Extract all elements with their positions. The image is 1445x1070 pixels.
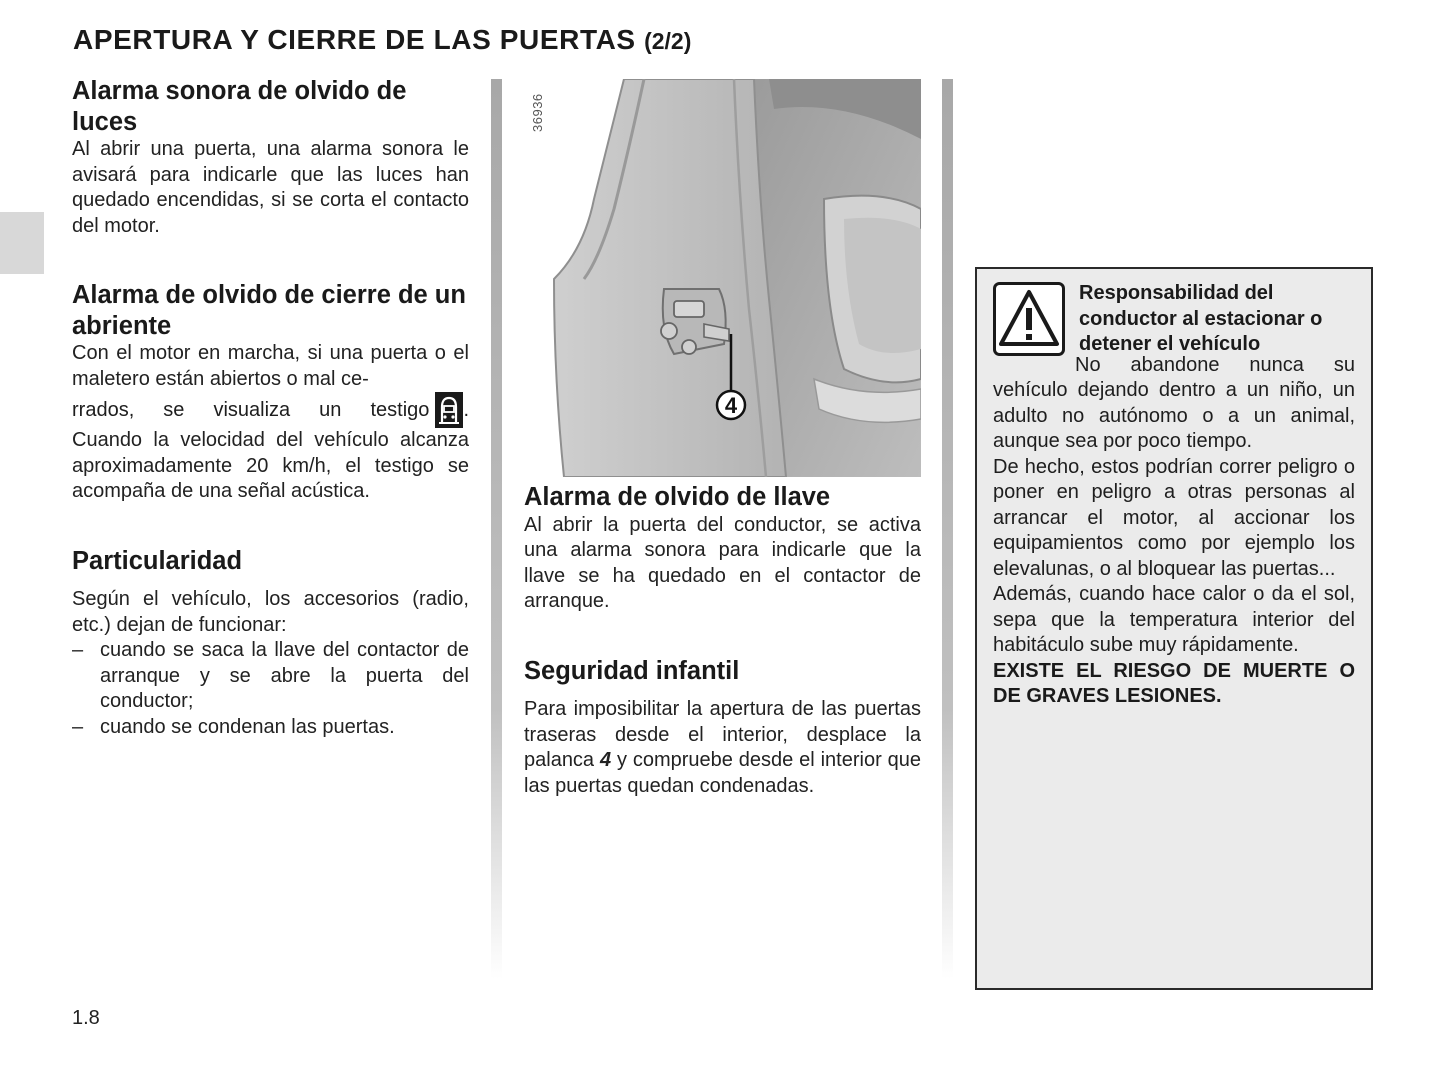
section-title-lights-alarm: Alarma sonora de olvido de luces	[72, 77, 407, 136]
lights-alarm-text: Al abrir una puerta, una alarma sonora le avisará para indicarle que las luces han quedado encendidas, si se corta el contacto del motor.	[72, 138, 469, 237]
section-side-tab	[0, 212, 44, 274]
child-safety-text-a: Para imposibilitar la apertura de las puertas traseras desde el interior, desplace la palanca	[524, 698, 921, 771]
warning-paragraph-3: Además, cuando hace calor o da el sol, sepa que la temperatura interior del habitáculo sube muy rápidamente.	[993, 583, 1355, 656]
list-dash: –	[72, 715, 84, 738]
child-safety-text-b: y compruebe desde el interior que las puertas quedan condenadas.	[524, 749, 921, 797]
inline-word: se	[163, 398, 185, 421]
particularity-text: Según el vehículo, los accesorios (radio, etc.) dejan de funcionar:	[72, 588, 469, 636]
page-title-part: (2/2)	[644, 28, 692, 54]
illustration-code: 36936	[530, 93, 545, 132]
section-title-child-safety: Seguridad infantil	[524, 656, 740, 685]
inline-end: .	[463, 398, 469, 421]
opening-alarm-text-a: Con el motor en marcha, si una puerta o el maletero están abiertos o mal ce-	[72, 342, 469, 390]
left-column	[72, 76, 469, 740]
middle-column	[524, 482, 921, 799]
column-divider	[942, 79, 953, 979]
section-title-particularity: Particularidad	[72, 546, 243, 575]
warning-title: Responsabilidad del conductor al estacionar o detener el vehículo	[1079, 282, 1323, 355]
inline-word: testigo	[370, 398, 430, 421]
list-item-text: cuando se saca la llave del contactor de arranque y se abre la puerta del conductor;	[100, 639, 469, 712]
opening-alarm-text-b: Cuando la velocidad del vehículo alcanza aproximadamente 20 km/h, el testigo se acompaña de una señal acústica.	[72, 429, 469, 502]
illustration-callout: 4	[724, 393, 738, 418]
door-open-warning-light-icon	[435, 392, 463, 428]
section-title-key-alarm: Alarma de olvido de llave	[524, 483, 831, 511]
inline-word: un	[319, 398, 342, 421]
column-divider	[491, 79, 502, 979]
section-title-opening-alarm: Alarma de olvido de cierre de un abriente	[72, 281, 466, 340]
list-item	[72, 715, 469, 741]
list-item-text: cuando se condenan las puertas.	[100, 715, 395, 738]
warning-paragraph-4: EXISTE EL RIESGO DE MUERTE O DE GRAVES LESIONES.	[993, 659, 1355, 707]
inline-word: visualiza	[213, 398, 291, 421]
particularity-list	[72, 638, 469, 740]
warning-box	[975, 267, 1373, 990]
lever-reference: 4	[599, 749, 612, 771]
list-item	[72, 638, 469, 715]
page-number: 1.8	[72, 1007, 100, 1029]
door-lock-illustration	[524, 79, 921, 477]
child-safety-text	[524, 697, 921, 799]
page-title	[73, 24, 691, 56]
inline-word: rrados,	[72, 398, 135, 421]
page-title-main: APERTURA Y CIERRE DE LAS PUERTAS	[73, 24, 636, 55]
key-alarm-text: Al abrir la puerta del conductor, se activa una alarma sonora para indicarle que la llave se ha quedado en el contactor de arranque.	[524, 513, 921, 612]
warning-paragraph-1: No abandone nunca su vehículo dejando dentro a un niño, un adulto no autónomo o a un animal, aunque sea por poco tiempo.	[993, 353, 1355, 452]
list-dash: –	[72, 639, 84, 661]
opening-alarm-inline-line	[72, 392, 469, 428]
warning-paragraph-2: De hecho, estos podrían correr peligro o poner en peligro a otras personas al arrancar el motor, al accionar los equipamientos como por ejemplo los elevalunas, o al bloquear las puertas...	[993, 455, 1355, 580]
warning-header	[993, 281, 1355, 358]
warning-triangle-icon	[993, 282, 1065, 356]
